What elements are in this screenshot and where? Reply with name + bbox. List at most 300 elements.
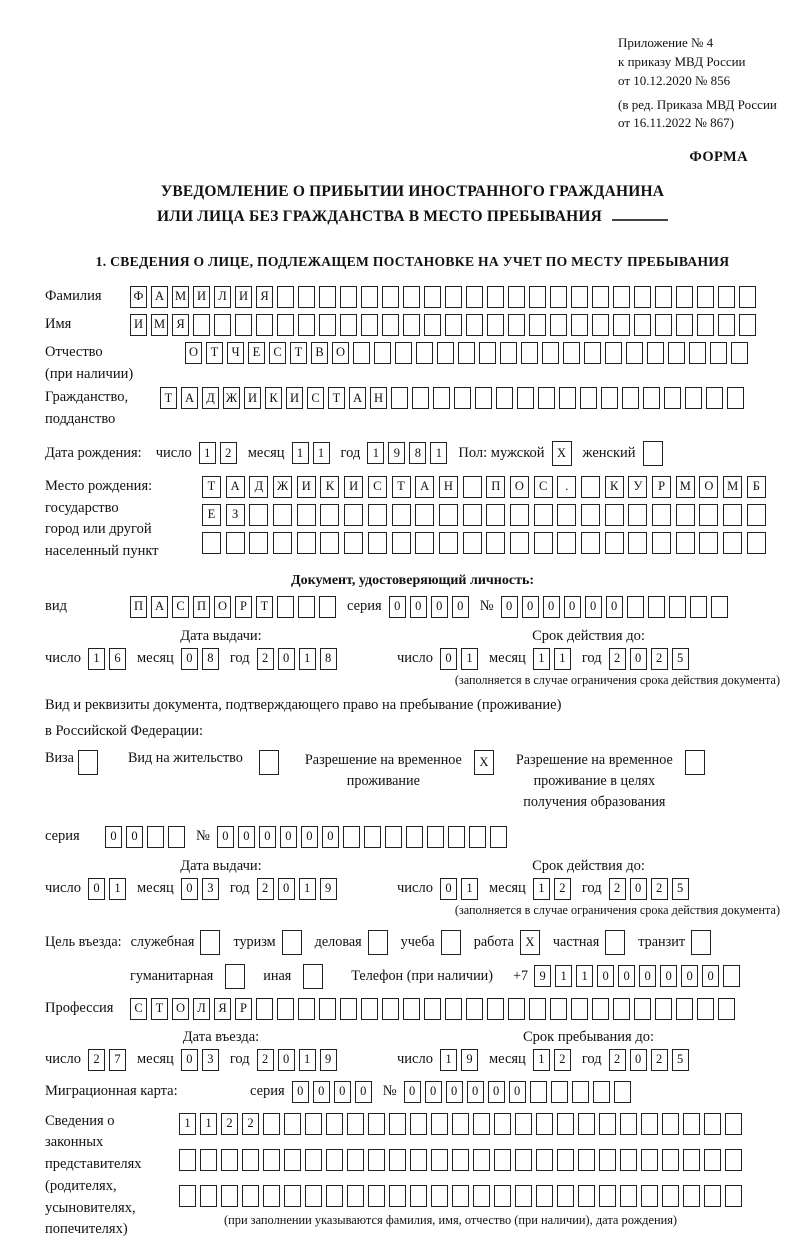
form-cell[interactable]: О (699, 476, 718, 498)
form-cell[interactable]: 9 (534, 965, 551, 987)
form-cell[interactable] (725, 1149, 742, 1171)
form-cell[interactable] (593, 1081, 610, 1103)
form-cell[interactable]: Ч (227, 342, 244, 364)
form-cell[interactable]: 1 (299, 648, 316, 670)
form-cell[interactable]: И (244, 387, 261, 409)
form-cell[interactable] (697, 314, 714, 336)
form-cell[interactable] (200, 930, 220, 955)
form-cell[interactable] (699, 504, 718, 526)
form-cell[interactable]: 2 (221, 1113, 238, 1135)
form-cell[interactable] (424, 314, 441, 336)
form-cell[interactable] (725, 1113, 742, 1135)
form-cell[interactable] (466, 286, 483, 308)
form-cell[interactable] (445, 998, 462, 1020)
form-cell[interactable] (508, 314, 525, 336)
form-cell[interactable]: 1 (461, 648, 478, 670)
form-cell[interactable] (410, 1149, 427, 1171)
form-cell[interactable]: 1 (576, 965, 593, 987)
form-cell[interactable] (578, 1185, 595, 1207)
form-cell[interactable]: 9 (388, 442, 405, 464)
form-cell[interactable]: 0 (660, 965, 677, 987)
form-cell[interactable]: 0 (630, 1049, 647, 1071)
form-cell[interactable] (242, 1185, 259, 1207)
form-cell[interactable] (557, 1113, 574, 1135)
form-cell[interactable] (685, 387, 702, 409)
form-cell[interactable]: Б (747, 476, 766, 498)
form-cell[interactable] (550, 286, 567, 308)
form-cell[interactable] (662, 1149, 679, 1171)
form-cell[interactable]: 0 (618, 965, 635, 987)
form-cell[interactable] (599, 1113, 616, 1135)
form-cell[interactable] (739, 314, 756, 336)
form-cell[interactable] (391, 387, 408, 409)
form-cell[interactable]: 0 (88, 878, 105, 900)
form-cell[interactable] (382, 314, 399, 336)
form-cell[interactable] (437, 342, 454, 364)
form-cell[interactable] (704, 1149, 721, 1171)
form-cell[interactable] (605, 930, 625, 955)
form-cell[interactable]: 1 (430, 442, 447, 464)
form-cell[interactable] (529, 314, 546, 336)
form-cell[interactable] (473, 1149, 490, 1171)
form-cell[interactable] (655, 286, 672, 308)
form-cell[interactable] (382, 998, 399, 1020)
form-cell[interactable]: 0 (280, 826, 297, 848)
form-cell[interactable]: X (520, 930, 540, 955)
form-cell[interactable]: П (193, 596, 210, 618)
form-cell[interactable]: 1 (313, 442, 330, 464)
form-cell[interactable] (614, 1081, 631, 1103)
form-cell[interactable] (340, 314, 357, 336)
form-cell[interactable] (403, 998, 420, 1020)
form-cell[interactable]: Р (235, 998, 252, 1020)
form-cell[interactable]: 1 (109, 878, 126, 900)
form-cell[interactable]: С (368, 476, 387, 498)
form-cell[interactable]: К (605, 476, 624, 498)
form-cell[interactable]: 1 (199, 442, 216, 464)
form-cell[interactable] (599, 1185, 616, 1207)
form-cell[interactable] (256, 998, 273, 1020)
form-cell[interactable]: 2 (609, 878, 626, 900)
form-cell[interactable] (490, 826, 507, 848)
form-cell[interactable]: 0 (105, 826, 122, 848)
form-cell[interactable] (475, 387, 492, 409)
form-cell[interactable] (326, 1185, 343, 1207)
form-cell[interactable] (529, 286, 546, 308)
form-cell[interactable]: О (214, 596, 231, 618)
form-cell[interactable]: 6 (109, 648, 126, 670)
form-cell[interactable] (368, 1185, 385, 1207)
form-cell[interactable] (454, 387, 471, 409)
form-cell[interactable] (463, 504, 482, 526)
form-cell[interactable] (479, 342, 496, 364)
form-cell[interactable] (727, 387, 744, 409)
form-cell[interactable]: С (130, 998, 147, 1020)
form-cell[interactable] (634, 286, 651, 308)
form-cell[interactable]: 0 (292, 1081, 309, 1103)
form-cell[interactable]: 0 (410, 596, 427, 618)
form-cell[interactable]: 1 (299, 1049, 316, 1071)
form-cell[interactable] (466, 314, 483, 336)
form-cell[interactable]: М (676, 476, 695, 498)
form-cell[interactable] (500, 342, 517, 364)
form-cell[interactable] (550, 998, 567, 1020)
form-cell[interactable] (652, 504, 671, 526)
form-cell[interactable] (578, 1113, 595, 1135)
form-cell[interactable]: 2 (554, 878, 571, 900)
form-cell[interactable] (557, 1149, 574, 1171)
form-cell[interactable] (368, 504, 387, 526)
form-cell[interactable]: 0 (452, 596, 469, 618)
form-cell[interactable] (361, 286, 378, 308)
form-cell[interactable] (242, 1149, 259, 1171)
form-cell[interactable] (424, 286, 441, 308)
form-cell[interactable] (303, 964, 323, 989)
form-cell[interactable] (584, 342, 601, 364)
form-cell[interactable] (664, 387, 681, 409)
form-cell[interactable]: П (130, 596, 147, 618)
form-cell[interactable]: С (269, 342, 286, 364)
form-cell[interactable] (427, 826, 444, 848)
form-cell[interactable] (723, 504, 742, 526)
form-cell[interactable]: 0 (181, 1049, 198, 1071)
form-cell[interactable] (403, 314, 420, 336)
form-cell[interactable] (521, 342, 538, 364)
form-cell[interactable]: Р (235, 596, 252, 618)
form-cell[interactable] (263, 1185, 280, 1207)
form-cell[interactable] (368, 930, 388, 955)
form-cell[interactable]: К (265, 387, 282, 409)
form-cell[interactable]: Ж (273, 476, 292, 498)
form-cell[interactable]: 0 (702, 965, 719, 987)
form-cell[interactable] (641, 1113, 658, 1135)
form-cell[interactable]: 0 (278, 648, 295, 670)
form-cell[interactable]: 0 (313, 1081, 330, 1103)
form-cell[interactable] (412, 387, 429, 409)
form-cell[interactable]: А (415, 476, 434, 498)
form-cell[interactable] (690, 596, 707, 618)
form-cell[interactable] (613, 998, 630, 1020)
form-cell[interactable] (510, 504, 529, 526)
form-cell[interactable] (284, 1113, 301, 1135)
form-cell[interactable] (530, 1081, 547, 1103)
form-cell[interactable]: 2 (554, 1049, 571, 1071)
form-cell[interactable] (648, 596, 665, 618)
form-cell[interactable] (305, 1149, 322, 1171)
form-cell[interactable] (494, 1113, 511, 1135)
form-cell[interactable] (647, 342, 664, 364)
form-cell[interactable] (179, 1149, 196, 1171)
form-cell[interactable] (202, 532, 221, 554)
form-cell[interactable] (508, 286, 525, 308)
form-cell[interactable] (557, 1185, 574, 1207)
form-cell[interactable] (655, 998, 672, 1020)
form-cell[interactable] (592, 314, 609, 336)
form-cell[interactable] (389, 1149, 406, 1171)
form-cell[interactable] (487, 286, 504, 308)
form-cell[interactable] (263, 1113, 280, 1135)
form-cell[interactable] (676, 314, 693, 336)
form-cell[interactable]: 9 (320, 1049, 337, 1071)
form-cell[interactable]: 0 (501, 596, 518, 618)
form-cell[interactable] (628, 532, 647, 554)
form-cell[interactable] (494, 1185, 511, 1207)
form-cell[interactable]: 0 (259, 826, 276, 848)
form-cell[interactable] (235, 314, 252, 336)
form-cell[interactable] (445, 314, 462, 336)
form-cell[interactable] (347, 1149, 364, 1171)
form-cell[interactable] (557, 504, 576, 526)
form-cell[interactable]: 2 (257, 878, 274, 900)
form-cell[interactable]: К (320, 476, 339, 498)
form-cell[interactable]: 0 (217, 826, 234, 848)
form-cell[interactable]: 1 (555, 965, 572, 987)
form-cell[interactable] (536, 1113, 553, 1135)
form-cell[interactable]: 2 (257, 1049, 274, 1071)
form-cell[interactable] (226, 532, 245, 554)
form-cell[interactable] (559, 387, 576, 409)
form-cell[interactable]: 0 (278, 878, 295, 900)
form-cell[interactable] (641, 1149, 658, 1171)
form-cell[interactable]: 1 (554, 648, 571, 670)
form-cell[interactable] (711, 596, 728, 618)
form-cell[interactable] (415, 532, 434, 554)
form-cell[interactable] (725, 1185, 742, 1207)
form-cell[interactable] (200, 1149, 217, 1171)
form-cell[interactable] (515, 1113, 532, 1135)
form-cell[interactable]: Н (439, 476, 458, 498)
form-cell[interactable] (676, 532, 695, 554)
form-cell[interactable] (572, 1081, 589, 1103)
form-cell[interactable] (571, 286, 588, 308)
form-cell[interactable]: А (226, 476, 245, 498)
form-cell[interactable] (704, 1113, 721, 1135)
form-cell[interactable]: 1 (88, 648, 105, 670)
form-cell[interactable] (277, 596, 294, 618)
form-cell[interactable] (718, 314, 735, 336)
form-cell[interactable]: И (297, 476, 316, 498)
form-cell[interactable] (319, 596, 336, 618)
form-cell[interactable] (536, 1185, 553, 1207)
form-cell[interactable] (634, 998, 651, 1020)
form-cell[interactable]: О (172, 998, 189, 1020)
form-cell[interactable] (452, 1185, 469, 1207)
form-cell[interactable]: 0 (630, 648, 647, 670)
form-cell[interactable] (452, 1113, 469, 1135)
form-cell[interactable] (392, 504, 411, 526)
form-cell[interactable]: Е (248, 342, 265, 364)
form-cell[interactable] (263, 1149, 280, 1171)
form-cell[interactable] (723, 965, 740, 987)
form-cell[interactable] (466, 998, 483, 1020)
form-cell[interactable] (723, 532, 742, 554)
form-cell[interactable] (581, 504, 600, 526)
form-cell[interactable]: Е (202, 504, 221, 526)
form-cell[interactable]: 1 (533, 878, 550, 900)
form-cell[interactable] (458, 342, 475, 364)
form-cell[interactable] (634, 314, 651, 336)
form-cell[interactable]: А (151, 286, 168, 308)
form-cell[interactable]: И (344, 476, 363, 498)
form-cell[interactable]: Р (652, 476, 671, 498)
form-cell[interactable] (487, 314, 504, 336)
form-cell[interactable]: 0 (334, 1081, 351, 1103)
form-cell[interactable]: 0 (431, 596, 448, 618)
form-cell[interactable] (448, 826, 465, 848)
form-cell[interactable]: Т (328, 387, 345, 409)
form-cell[interactable]: 2 (609, 648, 626, 670)
form-cell[interactable]: А (151, 596, 168, 618)
form-cell[interactable]: И (193, 286, 210, 308)
form-cell[interactable]: 2 (651, 1049, 668, 1071)
form-cell[interactable] (298, 314, 315, 336)
form-cell[interactable] (320, 532, 339, 554)
form-cell[interactable] (147, 826, 164, 848)
form-cell[interactable]: 1 (292, 442, 309, 464)
form-cell[interactable]: 0 (467, 1081, 484, 1103)
form-cell[interactable] (249, 504, 268, 526)
form-cell[interactable] (685, 750, 705, 775)
form-cell[interactable]: 5 (672, 878, 689, 900)
form-cell[interactable]: Т (160, 387, 177, 409)
form-cell[interactable]: 8 (409, 442, 426, 464)
form-cell[interactable]: 0 (597, 965, 614, 987)
form-cell[interactable]: А (181, 387, 198, 409)
form-cell[interactable]: Т (202, 476, 221, 498)
form-cell[interactable] (416, 342, 433, 364)
form-cell[interactable]: 2 (257, 648, 274, 670)
form-cell[interactable] (368, 532, 387, 554)
form-cell[interactable] (347, 1185, 364, 1207)
form-cell[interactable]: А (349, 387, 366, 409)
form-cell[interactable]: 0 (404, 1081, 421, 1103)
form-cell[interactable]: Т (392, 476, 411, 498)
form-cell[interactable]: О (185, 342, 202, 364)
form-cell[interactable] (214, 314, 231, 336)
form-cell[interactable]: 0 (301, 826, 318, 848)
form-cell[interactable]: Т (206, 342, 223, 364)
form-cell[interactable]: Н (370, 387, 387, 409)
form-cell[interactable] (581, 476, 600, 498)
form-cell[interactable] (319, 998, 336, 1020)
form-cell[interactable] (662, 1113, 679, 1135)
form-cell[interactable] (668, 342, 685, 364)
form-cell[interactable] (627, 596, 644, 618)
form-cell[interactable]: О (332, 342, 349, 364)
form-cell[interactable] (652, 532, 671, 554)
form-cell[interactable] (536, 1149, 553, 1171)
form-cell[interactable]: С (307, 387, 324, 409)
form-cell[interactable] (580, 387, 597, 409)
form-cell[interactable] (305, 1185, 322, 1207)
form-cell[interactable] (431, 1113, 448, 1135)
form-cell[interactable] (626, 342, 643, 364)
form-cell[interactable]: 5 (672, 648, 689, 670)
form-cell[interactable]: Д (249, 476, 268, 498)
form-cell[interactable] (273, 504, 292, 526)
form-cell[interactable] (340, 286, 357, 308)
form-cell[interactable] (662, 1185, 679, 1207)
form-cell[interactable] (389, 1113, 406, 1135)
form-cell[interactable] (433, 387, 450, 409)
form-cell[interactable] (389, 1185, 406, 1207)
form-cell[interactable]: 0 (564, 596, 581, 618)
form-cell[interactable] (605, 504, 624, 526)
form-cell[interactable]: У (628, 476, 647, 498)
form-cell[interactable] (277, 286, 294, 308)
form-cell[interactable]: П (486, 476, 505, 498)
form-cell[interactable] (319, 286, 336, 308)
form-cell[interactable] (439, 532, 458, 554)
form-cell[interactable]: 0 (278, 1049, 295, 1071)
form-cell[interactable]: 1 (179, 1113, 196, 1135)
form-cell[interactable] (601, 387, 618, 409)
form-cell[interactable]: . (557, 476, 576, 498)
form-cell[interactable]: Т (290, 342, 307, 364)
form-cell[interactable] (534, 504, 553, 526)
form-cell[interactable] (620, 1149, 637, 1171)
form-cell[interactable]: 2 (651, 648, 668, 670)
form-cell[interactable] (592, 998, 609, 1020)
form-cell[interactable] (622, 387, 639, 409)
form-cell[interactable]: Я (214, 998, 231, 1020)
form-cell[interactable]: 0 (585, 596, 602, 618)
form-cell[interactable] (669, 596, 686, 618)
form-cell[interactable] (643, 387, 660, 409)
form-cell[interactable]: В (311, 342, 328, 364)
form-cell[interactable]: 0 (488, 1081, 505, 1103)
form-cell[interactable] (431, 1149, 448, 1171)
form-cell[interactable]: 1 (200, 1113, 217, 1135)
form-cell[interactable] (508, 998, 525, 1020)
form-cell[interactable] (739, 286, 756, 308)
form-cell[interactable]: 8 (202, 648, 219, 670)
form-cell[interactable] (605, 342, 622, 364)
form-cell[interactable]: И (286, 387, 303, 409)
form-cell[interactable]: Ж (223, 387, 240, 409)
form-cell[interactable] (410, 1113, 427, 1135)
form-cell[interactable] (578, 1149, 595, 1171)
form-cell[interactable] (706, 387, 723, 409)
form-cell[interactable]: Т (151, 998, 168, 1020)
form-cell[interactable]: М (151, 314, 168, 336)
form-cell[interactable] (361, 998, 378, 1020)
form-cell[interactable] (424, 998, 441, 1020)
form-cell[interactable] (277, 314, 294, 336)
form-cell[interactable] (699, 532, 718, 554)
form-cell[interactable] (406, 826, 423, 848)
form-cell[interactable] (395, 342, 412, 364)
form-cell[interactable]: 0 (522, 596, 539, 618)
form-cell[interactable] (441, 930, 461, 955)
form-cell[interactable] (298, 286, 315, 308)
form-cell[interactable] (305, 1113, 322, 1135)
form-cell[interactable] (415, 504, 434, 526)
form-cell[interactable] (168, 826, 185, 848)
form-cell[interactable] (385, 826, 402, 848)
form-cell[interactable] (463, 476, 482, 498)
form-cell[interactable] (641, 1185, 658, 1207)
form-cell[interactable] (193, 314, 210, 336)
form-cell[interactable]: 9 (461, 1049, 478, 1071)
form-cell[interactable] (683, 1185, 700, 1207)
form-cell[interactable] (718, 998, 735, 1020)
form-cell[interactable] (697, 286, 714, 308)
form-cell[interactable] (319, 314, 336, 336)
form-cell[interactable] (676, 504, 695, 526)
form-cell[interactable] (496, 387, 513, 409)
form-cell[interactable]: 0 (126, 826, 143, 848)
